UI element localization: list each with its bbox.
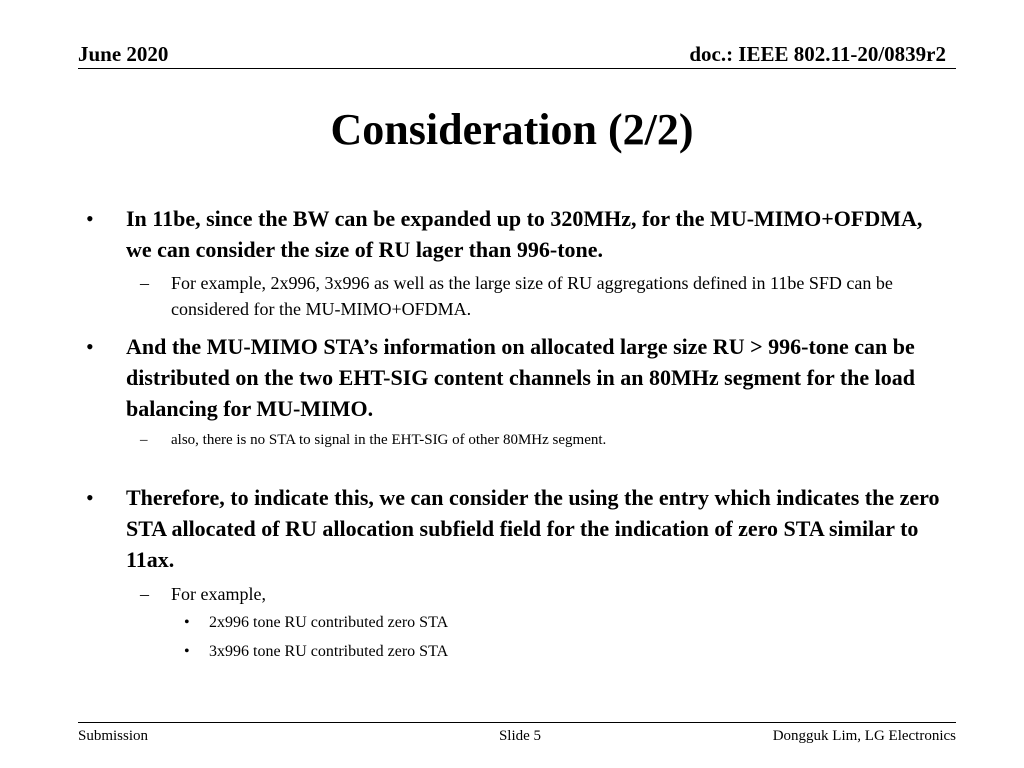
bullet-text: And the MU-MIMO STA’s information on allocated large size RU > 996-tone can be distributed on the two EHT-SIG content channels in an 80MHz segment for the load balancing for MU-MIMO. — [126, 334, 915, 421]
dash-marker: – — [140, 584, 149, 604]
bullet-marker: • — [184, 614, 190, 631]
sub-bullet-text: For example, 2x996, 3x996 as well as the large size of RU aggregations defined in 11be SFD can be considered for the MU-MIMO+OFDMA. — [171, 273, 893, 319]
bullet-marker: • — [184, 643, 190, 660]
footer-slide-number: Slide 5 — [498, 728, 542, 744]
bullet-marker: • — [86, 334, 94, 359]
dash-marker: – — [140, 273, 149, 293]
sub-bullet-text: also, there is no STA to signal in the EHT-SIG of other 80MHz segment. — [171, 432, 607, 448]
slide-title: Consideration (2/2) — [330, 105, 694, 154]
sub-bullet-text: For example, — [171, 584, 266, 604]
footer-divider — [78, 722, 956, 723]
bullet-marker: • — [86, 485, 94, 510]
header-divider — [78, 68, 956, 69]
bullet-text: In 11be, since the BW can be expanded up to 320MHz, for the MU-MIMO+OFDMA, we can consider the size of RU lager than 996-tone. — [126, 206, 923, 262]
footer-submission: Submission — [78, 728, 149, 744]
bullet-text: Therefore, to indicate this, we can consider the using the entry which indicates the zero STA allocated of RU allocation subfield field for the indication of zero STA similar to 11ax. — [126, 485, 940, 572]
header-date: June 2020 — [78, 42, 169, 66]
sub-sub-bullet-text: 3x996 tone RU contributed zero STA — [209, 643, 449, 660]
footer-author: Dongguk Lim, LG Electronics — [772, 728, 956, 744]
sub-sub-bullet-text: 2x996 tone RU contributed zero STA — [209, 614, 449, 631]
bullet-marker: • — [86, 206, 94, 231]
dash-marker: – — [140, 432, 148, 448]
header-doc-id: doc.: IEEE 802.11-20/0839r2 — [689, 42, 946, 66]
